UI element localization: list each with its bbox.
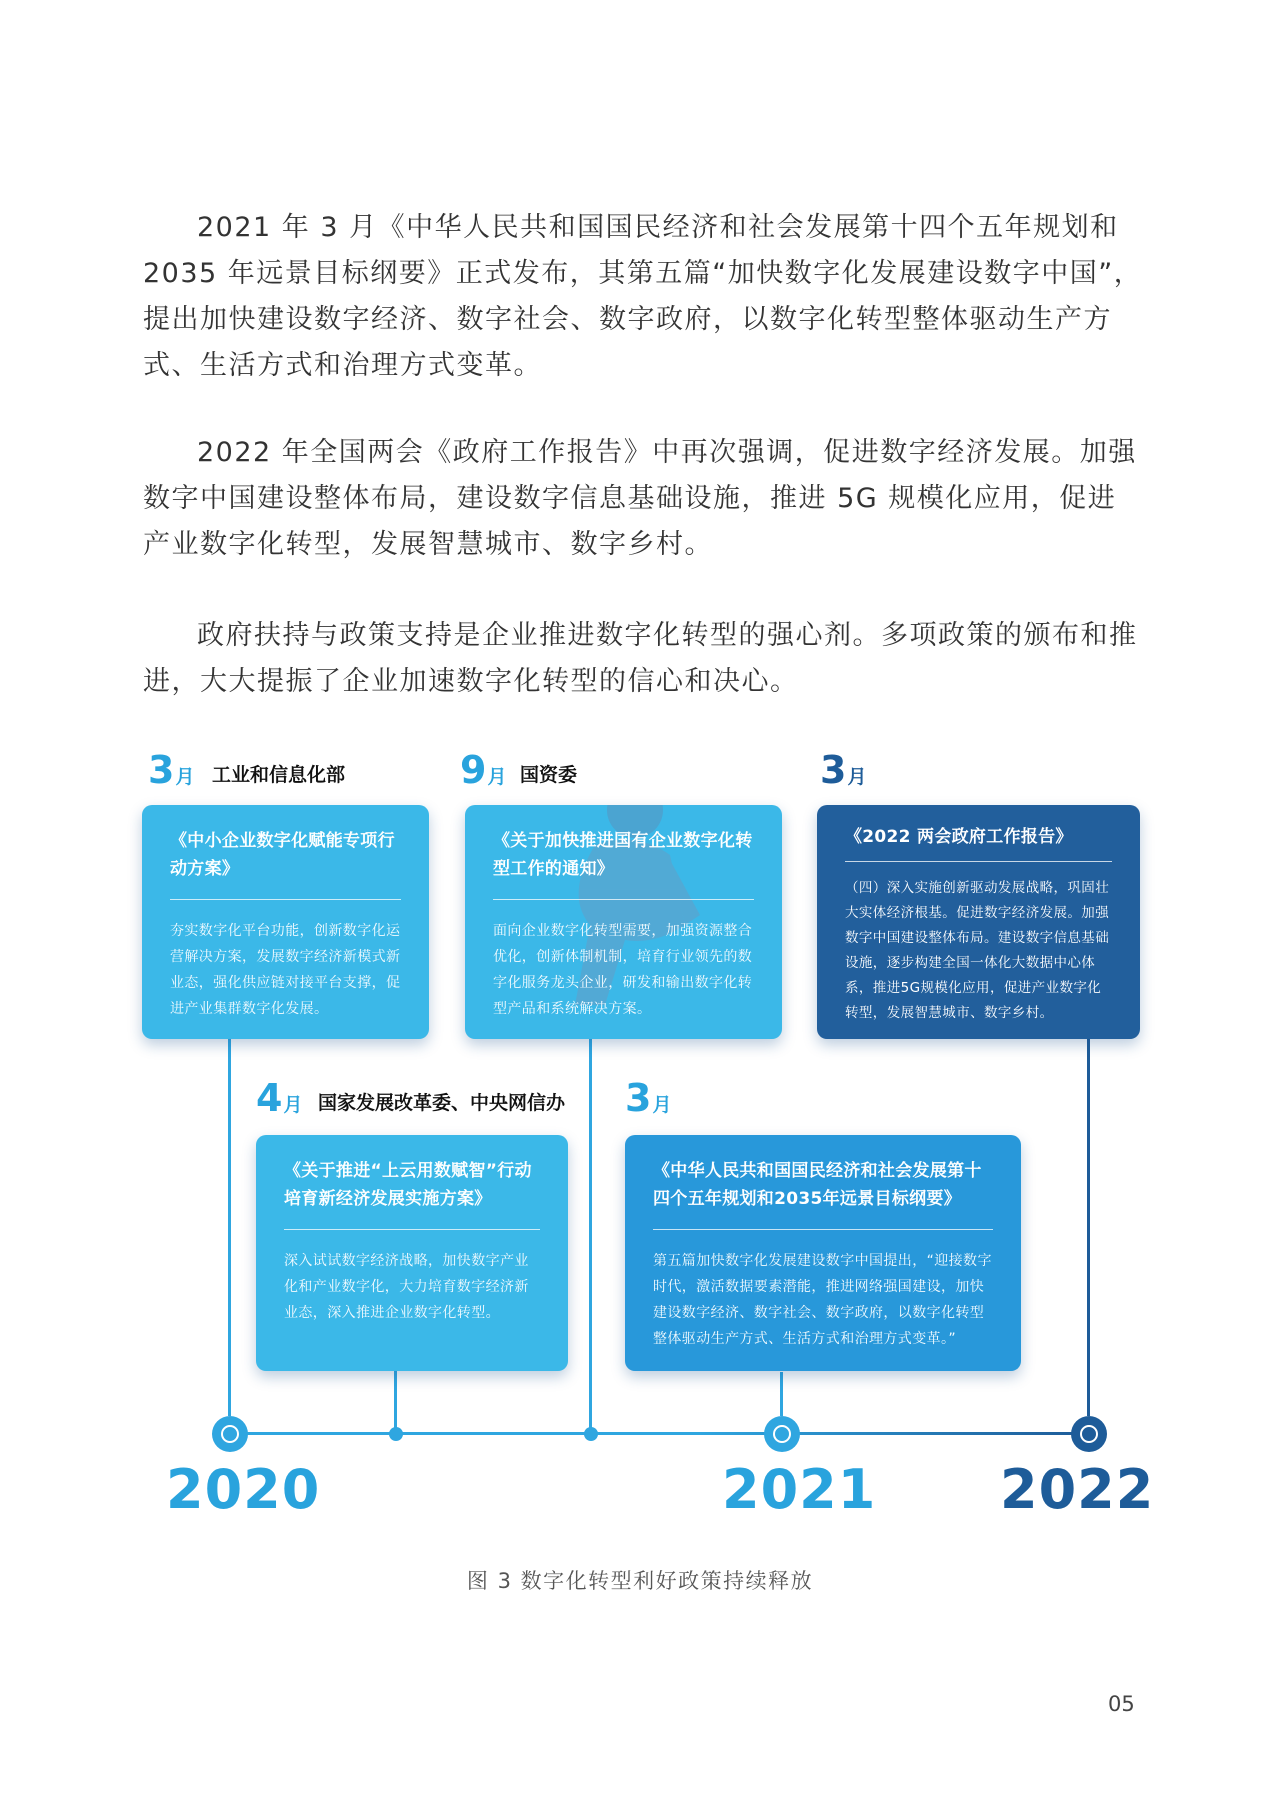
card-divider — [845, 861, 1112, 862]
connector-2020-mar — [228, 1038, 231, 1416]
card-divider — [284, 1229, 540, 1230]
timeline-axis — [230, 1432, 1080, 1435]
policy-card-sasac — [465, 805, 782, 1039]
year-label-2020: 2020 — [166, 1458, 321, 1521]
card-body: 夯实数字化平台功能，创新数字化运营解决方案，发展数字经济新模式新业态，强化供应链对接平台支撑，促进产业集群数字化发展。 — [170, 923, 401, 1017]
connector-2022-mar — [1087, 1038, 1090, 1416]
paragraph-2: 2022 年全国两会《政府工作报告》中再次强调，促进数字经济发展。加强数字中国建设整体布局，建设数字信息基础设施，推进 5G 规模化应用，促进产业数字化转型，发展智慧城市、数字乡村。 — [143, 437, 1137, 560]
policy-card-ndrc — [256, 1135, 568, 1371]
event-org: 国资委 — [520, 764, 578, 786]
year-node-2020 — [212, 1416, 248, 1452]
paragraph-1: 2021 年 3 月《中华人民共和国国民经济和社会发展第十四个五年规划和 2035 年远景目标纲要》正式发布，其第五篇“加快数字化发展建设数字中国”，提出加快建设数字经济、数字社会、数字政府，以数字化转型整体驱动生产方式、生活方式和治理方式变革。 — [143, 212, 1143, 381]
card-body: 深入试试数字经济战略，加快数字产业化和产业数字化，大力培育数字经济新业态，深入推进企业数字化转型。 — [284, 1253, 529, 1321]
event-dot-2020-apr — [389, 1427, 403, 1441]
card-title: 《关于推进“上云用数赋智”行动培育新经济发展实施方案》 — [284, 1161, 532, 1209]
event-dot-2020-sep — [584, 1427, 598, 1441]
event-month: 9 月 — [460, 748, 507, 792]
card-divider — [170, 899, 401, 900]
year-node-2022 — [1071, 1416, 1107, 1452]
card-divider — [653, 1229, 993, 1230]
card-title: 《中华人民共和国国民经济和社会发展第十四个五年规划和2035年远景目标纲要》 — [653, 1161, 982, 1209]
card-body: 第五篇加快数字化发展建设数字中国提出，“迎接数字时代，激活数据要素潜能，推进网络强国建设，加快建设数字经济、数字社会、数字政府，以数字化转型整体驱动生产方式、生活方式和治理方式变革。” — [653, 1253, 992, 1347]
connector-2020-sep — [589, 1038, 592, 1434]
event-org: 国家发展改革委、中央网信办 — [318, 1092, 566, 1114]
card-title: 《中小企业数字化赋能专项行动方案》 — [170, 831, 395, 879]
card-title: 《关于加快推进国有企业数字化转型工作的通知》 — [493, 831, 753, 879]
event-month: 4 月 — [256, 1076, 303, 1120]
card-body: 面向企业数字化转型需要，加强资源整合优化，创新体制机制，培育行业领先的数字化服务龙头企业，研发和输出数字化转型产品和系统解决方案。 — [493, 923, 753, 1017]
figure-caption: 图 3 数字化转型利好政策持续释放 — [466, 1569, 814, 1593]
event-month: 3 月 — [148, 748, 195, 792]
policy-card-five-year-plan — [625, 1135, 1021, 1371]
card-body: （四）深入实施创新驱动发展战略，巩固壮大实体经济根基。促进数字经济发展。加强数字中国建设整体布局。建设数字信息基础设施，逐步构建全国一体化大数据中心体系，推进5G规模化应用，促进产业数字化转型，发展智慧城市、数字乡村。 — [845, 880, 1110, 1021]
connector-2020-apr — [394, 1370, 397, 1434]
event-org: 工业和信息化部 — [212, 764, 346, 786]
event-month: 3 月 — [820, 748, 867, 792]
policy-card-miit — [142, 805, 429, 1039]
card-title: 《2022 两会政府工作报告》 — [845, 827, 1073, 847]
year-node-2021 — [764, 1416, 800, 1452]
paragraph-3: 政府扶持与政策支持是企业推进数字化转型的强心剂。多项政策的颁布和推进，大大提振了企业加速数字化转型的信心和决心。 — [143, 620, 1138, 697]
page-number: 05 — [1108, 1692, 1135, 1716]
year-label-2021: 2021 — [722, 1458, 877, 1521]
connector-2021-mar — [780, 1372, 783, 1416]
card-divider — [493, 899, 754, 900]
event-month: 3 月 — [625, 1076, 672, 1120]
year-label-2022: 2022 — [1000, 1458, 1155, 1521]
policy-card-gov-report-2022 — [817, 805, 1140, 1039]
